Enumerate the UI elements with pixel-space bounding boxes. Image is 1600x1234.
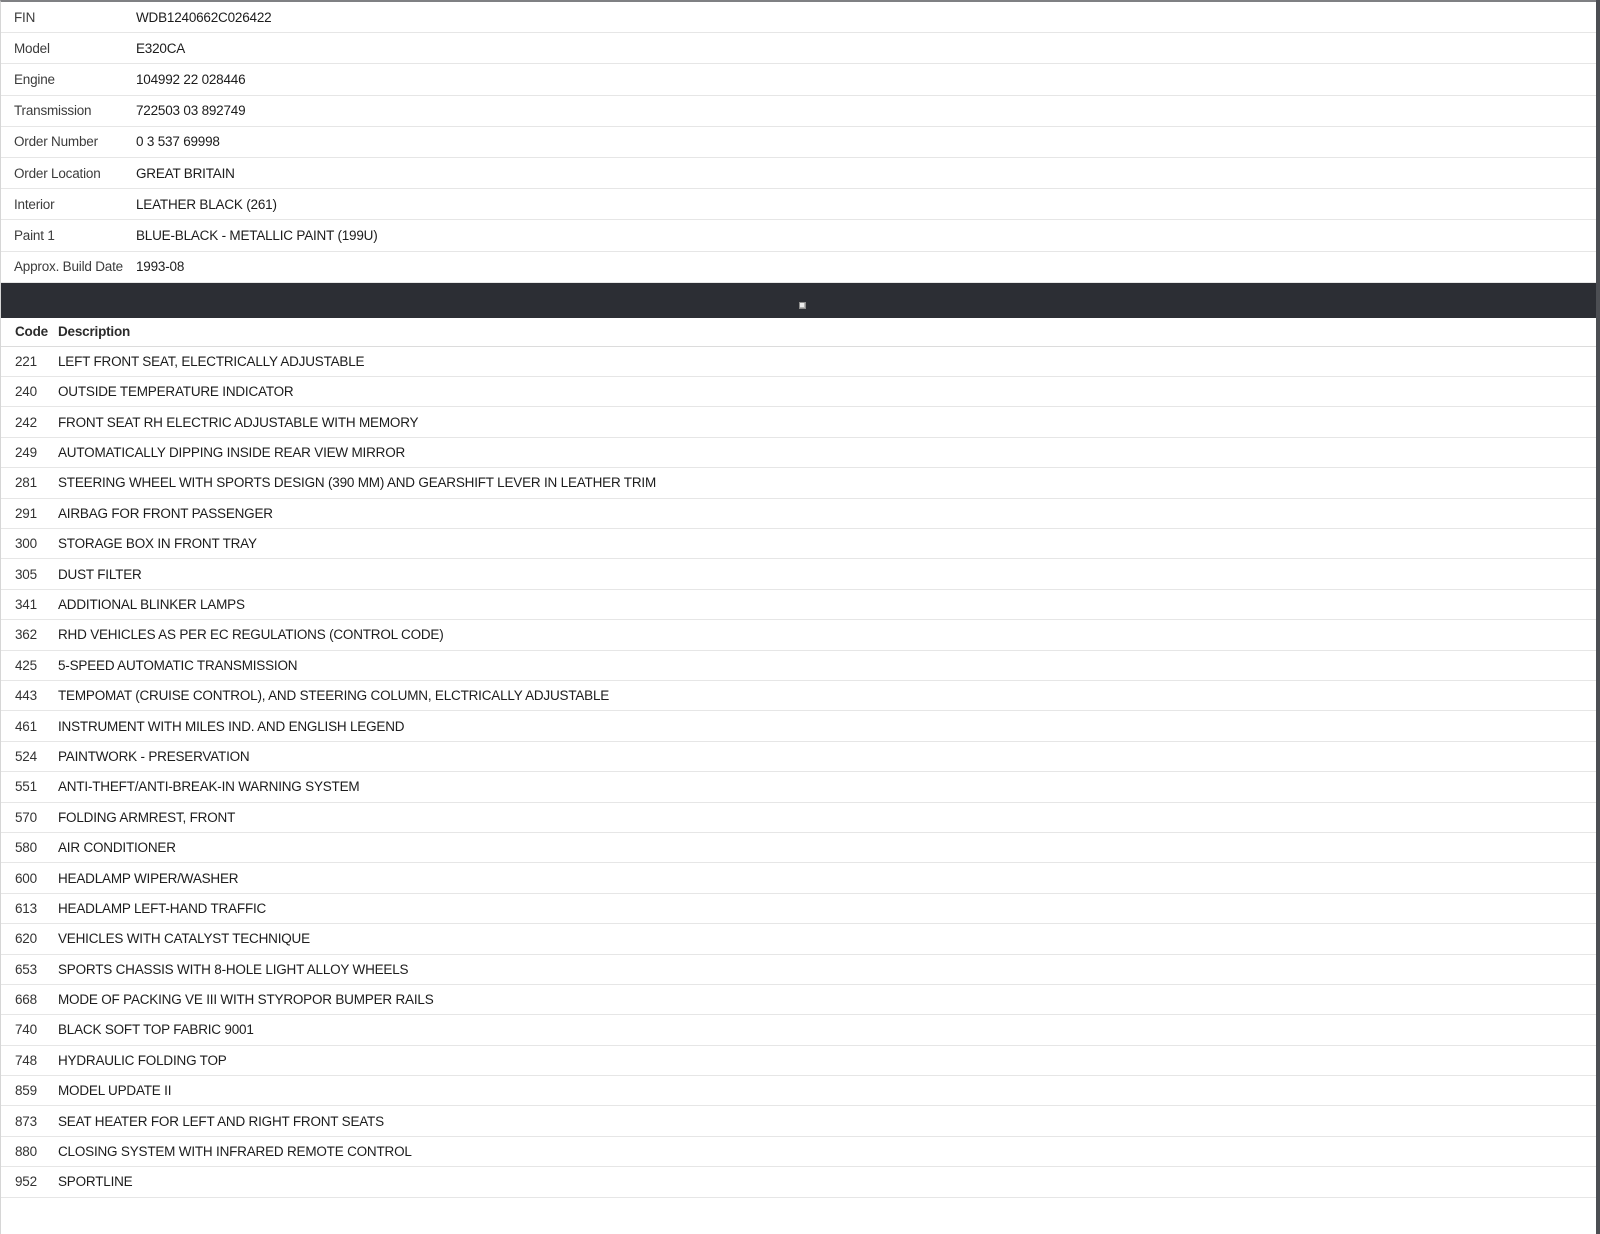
option-code: 653 <box>15 961 37 977</box>
option-row <box>1 1167 1596 1197</box>
option-row <box>1 529 1596 559</box>
broken-image-icon <box>799 302 806 309</box>
option-description: AUTOMATICALLY DIPPING INSIDE REAR VIEW MIRROR <box>58 445 406 461</box>
option-row <box>1 651 1596 681</box>
option-row <box>1 620 1596 650</box>
options-table-header-row <box>1 318 1596 347</box>
info-label: Order Location <box>14 165 101 181</box>
info-row <box>1 33 1596 64</box>
option-row <box>1 803 1596 833</box>
option-code: 880 <box>15 1144 37 1160</box>
info-label: Order Number <box>14 134 98 150</box>
option-code: 600 <box>15 870 37 886</box>
option-description: STEERING WHEEL WITH SPORTS DESIGN (390 MM) AND GEARSHIFT LEVER IN LEATHER TRIM <box>58 475 656 491</box>
option-description: HEADLAMP WIPER/WASHER <box>58 870 239 886</box>
option-row <box>1 377 1596 407</box>
scrollbar-track[interactable] <box>1596 0 1600 1234</box>
option-code: 859 <box>15 1083 37 1099</box>
option-row <box>1 772 1596 802</box>
info-row <box>1 96 1596 127</box>
option-code: 240 <box>15 384 37 400</box>
info-row <box>1 64 1596 95</box>
info-row <box>1 158 1596 189</box>
option-description: SEAT HEATER FOR LEFT AND RIGHT FRONT SEATS <box>58 1113 384 1129</box>
info-row <box>1 220 1596 251</box>
vehicle-info-section <box>1 2 1596 283</box>
info-label: Paint 1 <box>14 227 55 243</box>
section-divider-bar <box>1 283 1596 318</box>
options-table-body <box>1 347 1596 1198</box>
info-value: 104992 22 028446 <box>136 71 246 87</box>
option-row <box>1 407 1596 437</box>
option-description: STORAGE BOX IN FRONT TRAY <box>58 536 257 552</box>
option-description: VEHICLES WITH CATALYST TECHNIQUE <box>58 931 310 947</box>
option-code: 613 <box>15 900 37 916</box>
option-description: PAINTWORK - PRESERVATION <box>58 748 250 764</box>
option-description: FOLDING ARMREST, FRONT <box>58 809 236 825</box>
option-description: HEADLAMP LEFT-HAND TRAFFIC <box>58 900 267 916</box>
option-description: 5-SPEED AUTOMATIC TRANSMISSION <box>58 657 298 673</box>
info-value: WDB1240662C026422 <box>136 9 272 25</box>
info-label: Transmission <box>14 103 92 119</box>
option-description: MODEL UPDATE II <box>58 1083 172 1099</box>
option-description: SPORTS CHASSIS WITH 8-HOLE LIGHT ALLOY WHEELS <box>58 961 409 977</box>
option-code: 570 <box>15 809 37 825</box>
description-column-header: Description <box>58 324 131 340</box>
info-row <box>1 127 1596 158</box>
option-code: 362 <box>15 627 37 643</box>
option-row <box>1 1015 1596 1045</box>
info-value: LEATHER BLACK (261) <box>136 196 277 212</box>
option-row <box>1 863 1596 893</box>
info-value: 722503 03 892749 <box>136 103 246 119</box>
option-row <box>1 894 1596 924</box>
option-code: 291 <box>15 505 37 521</box>
info-label: Model <box>14 40 50 56</box>
option-description: SPORTLINE <box>58 1174 133 1190</box>
option-code: 242 <box>15 414 37 430</box>
option-row <box>1 711 1596 741</box>
option-description: TEMPOMAT (CRUISE CONTROL), AND STEERING COLUMN, ELCTRICALLY ADJUSTABLE <box>58 688 610 704</box>
option-description: OUTSIDE TEMPERATURE INDICATOR <box>58 384 294 400</box>
option-row <box>1 347 1596 377</box>
info-label: Interior <box>14 196 55 212</box>
option-code: 748 <box>15 1052 37 1068</box>
option-code: 281 <box>15 475 37 491</box>
option-code: 524 <box>15 748 37 764</box>
option-code: 873 <box>15 1113 37 1129</box>
code-column-header: Code <box>15 324 48 340</box>
option-code: 221 <box>15 353 37 369</box>
info-row <box>1 252 1596 283</box>
option-code: 305 <box>15 566 37 582</box>
option-description: INSTRUMENT WITH MILES IND. AND ENGLISH LEGEND <box>58 718 405 734</box>
option-row <box>1 468 1596 498</box>
info-label: Engine <box>14 71 55 87</box>
option-row <box>1 499 1596 529</box>
info-label: FIN <box>14 9 36 25</box>
info-label: Approx. Build Date <box>14 259 123 275</box>
option-description: FRONT SEAT RH ELECTRIC ADJUSTABLE WITH MEMORY <box>58 414 419 430</box>
option-row <box>1 681 1596 711</box>
option-code: 300 <box>15 536 37 552</box>
option-code: 443 <box>15 688 37 704</box>
option-code: 551 <box>15 779 37 795</box>
option-code: 425 <box>15 657 37 673</box>
option-description: MODE OF PACKING VE III WITH STYROPOR BUMPER RAILS <box>58 992 434 1008</box>
info-value: 1993-08 <box>136 259 185 275</box>
option-code: 341 <box>15 597 37 612</box>
option-description: CLOSING SYSTEM WITH INFRARED REMOTE CONTROL <box>58 1144 412 1160</box>
option-description: BLACK SOFT TOP FABRIC 9001 <box>58 1022 254 1038</box>
info-value: 0 3 537 69998 <box>136 134 220 150</box>
option-code: 952 <box>15 1174 37 1190</box>
info-row <box>1 2 1596 33</box>
option-row <box>1 559 1596 589</box>
option-code: 249 <box>15 445 37 461</box>
info-value: E320CA <box>136 40 186 56</box>
option-row <box>1 1076 1596 1106</box>
options-table <box>1 318 1596 1198</box>
option-description: ADDITIONAL BLINKER LAMPS <box>58 597 245 612</box>
option-description: ANTI-THEFT/ANTI-BREAK-IN WARNING SYSTEM <box>58 779 360 795</box>
option-code: 620 <box>15 931 37 947</box>
option-row <box>1 955 1596 985</box>
option-row <box>1 1046 1596 1076</box>
option-row <box>1 1106 1596 1136</box>
option-description: HYDRAULIC FOLDING TOP <box>58 1052 227 1068</box>
option-description: AIR CONDITIONER <box>58 840 176 856</box>
option-description: LEFT FRONT SEAT, ELECTRICALLY ADJUSTABLE <box>58 353 365 369</box>
option-description: AIRBAG FOR FRONT PASSENGER <box>58 505 273 521</box>
option-code: 668 <box>15 992 37 1008</box>
option-code: 461 <box>15 718 37 734</box>
option-row <box>1 1137 1596 1167</box>
info-value: BLUE-BLACK - METALLIC PAINT (199U) <box>136 227 378 243</box>
option-description: RHD VEHICLES AS PER EC REGULATIONS (CONTROL CODE) <box>58 627 444 643</box>
option-row <box>1 742 1596 772</box>
option-code: 740 <box>15 1022 37 1038</box>
option-description: DUST FILTER <box>58 566 142 582</box>
info-value: GREAT BRITAIN <box>136 165 235 181</box>
option-code: 580 <box>15 840 37 856</box>
option-row <box>1 438 1596 468</box>
option-row <box>1 590 1596 620</box>
option-row <box>1 924 1596 954</box>
option-row <box>1 985 1596 1015</box>
option-row <box>1 833 1596 863</box>
info-row <box>1 189 1596 220</box>
